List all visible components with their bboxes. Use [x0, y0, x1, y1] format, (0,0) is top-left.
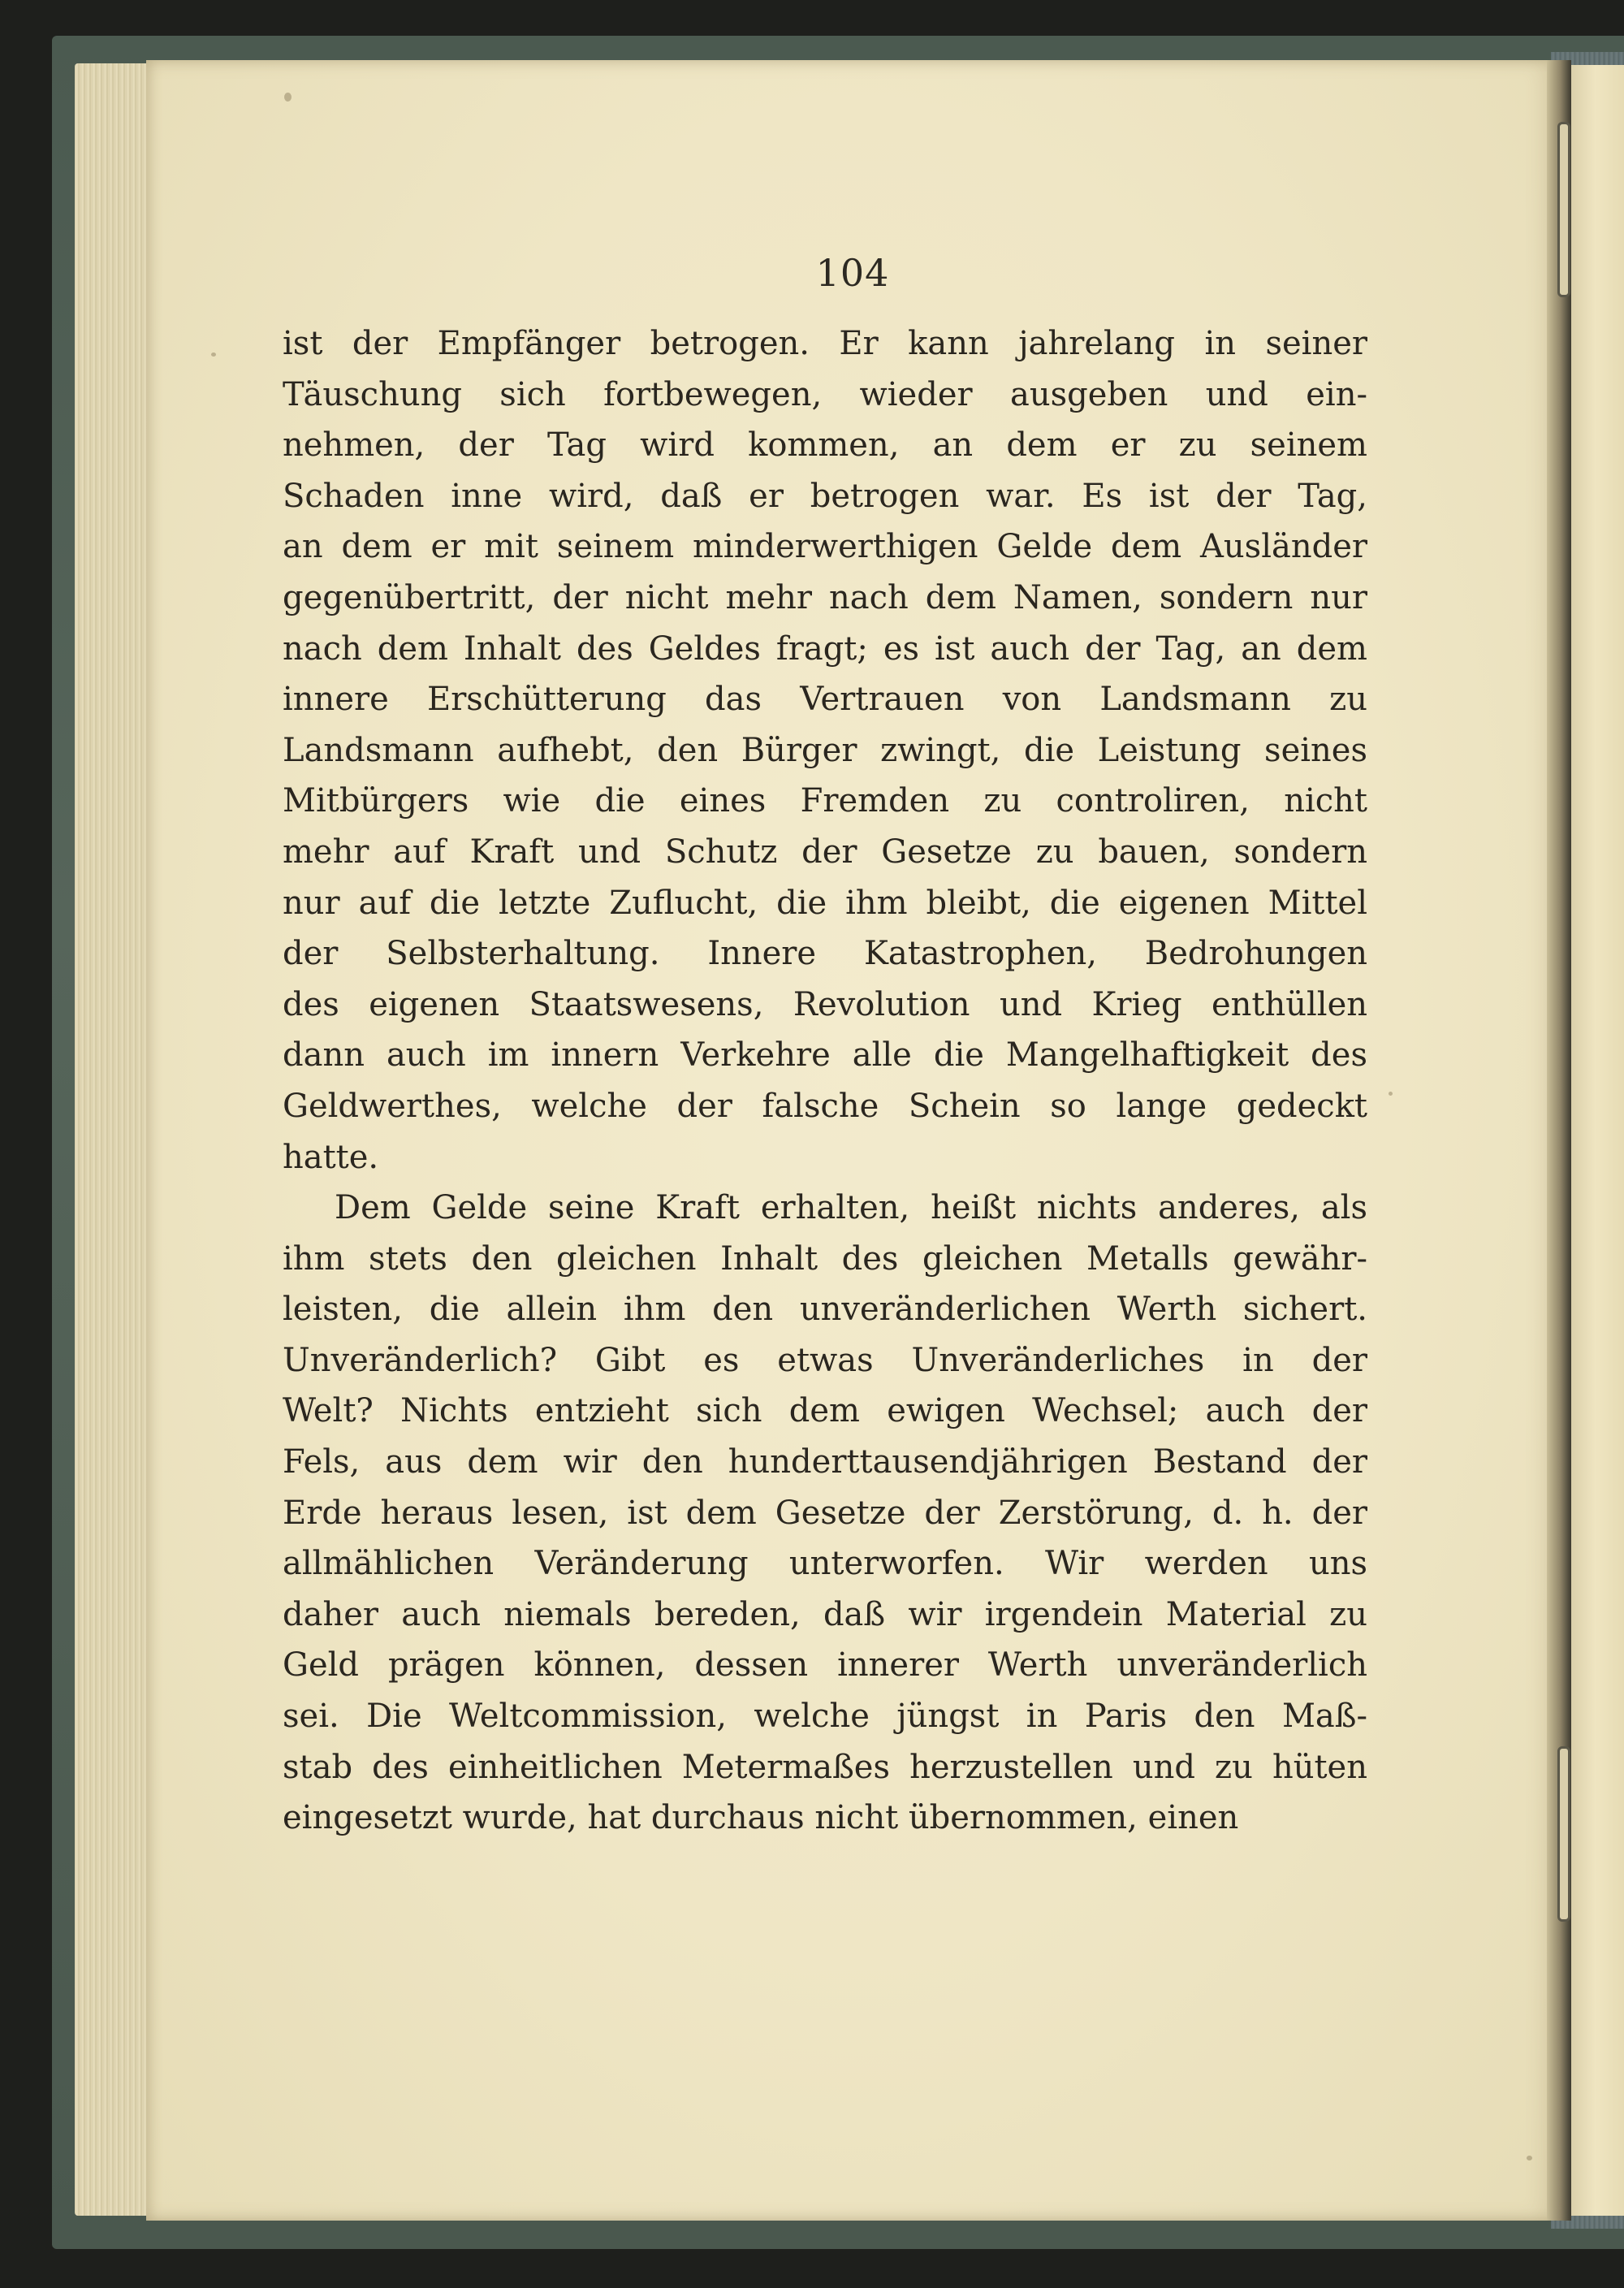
paper-speck: [1389, 1092, 1393, 1096]
text-line: allmählichen Veränderung unterworfen. Wir werden uns: [283, 1545, 1367, 1583]
paragraph: [283, 318, 1367, 1183]
page-number: 104: [815, 251, 890, 295]
paper-speck: [1527, 2156, 1532, 2160]
text-line: ihm stets den gleichen Inhalt des gleichen Metalls gewähr-: [283, 1239, 1367, 1278]
text-line: leisten, die allein ihm den unveränderlichen Werth sichert.: [283, 1291, 1367, 1329]
text-line: Schaden inne wird, daß er betrogen war. Es ist der Tag,: [283, 477, 1367, 515]
text-line: Erde heraus lesen, ist dem Gesetze der Zerstörung, d. h. der: [283, 1494, 1367, 1532]
facing-page-edge: [1567, 65, 1624, 2216]
text-line: Mitbürgers wie die eines Fremden zu controliren, nicht: [283, 782, 1367, 820]
text-line: dann auch im innern Verkehre alle die Mangelhaftigkeit des: [283, 1036, 1367, 1075]
text-line: Landsmann aufhebt, den Bürger zwingt, die Leistung seines: [283, 731, 1367, 769]
text-line: stab des einheitlichen Metermaßes herzustellen und zu hüten: [283, 1748, 1367, 1786]
text-line: eingesetzt wurde, hat durchaus nicht übernommen, einen: [283, 1799, 1239, 1837]
text-line: nur auf die letzte Zuflucht, die ihm bleibt, die eigenen Mittel: [283, 884, 1367, 922]
paper-speck: [211, 352, 216, 357]
text-line: ist der Empfänger betrogen. Er kann jahrelang in seiner: [283, 325, 1367, 362]
body-text: [283, 318, 1367, 1844]
text-line: Täuschung sich fortbewegen, wieder ausgeben und ein-: [283, 375, 1367, 413]
text-line: Welt? Nichts entzieht sich dem ewigen Wechsel; auch der: [283, 1392, 1367, 1430]
text-line: an dem er mit seinem minderwerthigen Gelde dem Ausländer: [283, 528, 1367, 566]
paper-speck: [284, 93, 292, 102]
text-line: nach dem Inhalt des Geldes fragt; es ist auch der Tag, an dem: [283, 629, 1367, 668]
text-line: daher auch niemals bereden, daß wir irgendein Material zu: [283, 1595, 1367, 1633]
text-line: Dem Gelde seine Kraft erhalten, heißt nichts anderes, als: [335, 1189, 1367, 1227]
text-line: sei. Die Weltcommission, welche jüngst in Paris den Maß-: [283, 1698, 1367, 1736]
page-clip-top: [1557, 122, 1570, 297]
text-line: hatte.: [283, 1138, 379, 1176]
text-line: des eigenen Staatswesens, Revolution und Krieg enthüllen: [283, 985, 1367, 1023]
text-line: nehmen, der Tag wird kommen, an dem er zu seinem: [283, 426, 1367, 465]
text-line: Unveränderlich? Gibt es etwas Unveränderliches in der: [283, 1341, 1367, 1379]
text-line: gegenübertritt, der nicht mehr nach dem Namen, sondern nur: [283, 578, 1367, 616]
text-line: mehr auf Kraft und Schutz der Gesetze zu bauen, sondern: [283, 833, 1367, 871]
text-line: Fels, aus dem wir den hunderttausendjährigen Bestand der: [283, 1443, 1367, 1481]
page-clip-bottom: [1557, 1746, 1570, 1922]
text-line: der Selbsterhaltung. Innere Katastrophen, Bedrohungen: [283, 935, 1367, 973]
paragraph: [283, 1183, 1367, 1844]
text-line: innere Erschütterung das Vertrauen von Landsmann zu: [283, 681, 1367, 719]
text-line: Geld prägen können, dessen innerer Werth unveränderlich: [283, 1646, 1367, 1685]
text-line: Geldwerthes, welche der falsche Schein so lange gedeckt: [283, 1087, 1367, 1125]
